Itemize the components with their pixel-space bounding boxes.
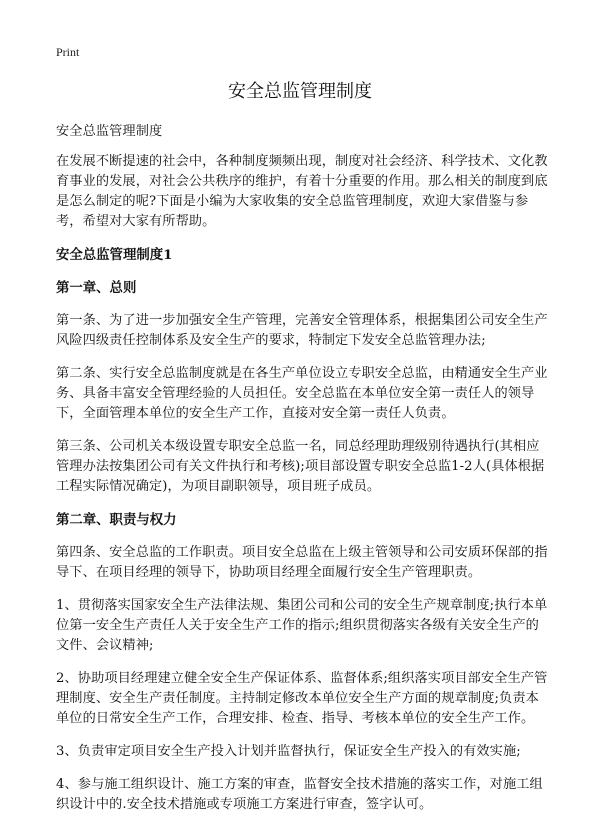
chapter-1-heading: 第一章、总则 — [56, 280, 137, 296]
article-2-paragraph: 第二条、实行安全总监制度就是在各生产单位设立专职安全总监，由精通安全生产业务、具备丰富安全管理经验的人员担任。安全总监在本单位安全第一责任人的领导下，全面管理本单位的安全生产工作，直接对安全第一责任人负责。 — [56, 366, 548, 421]
article-3-paragraph: 第三条、公司机关本级设置专职安全总监一名，同总经理助理级别待遇执行(其相应管理办法按集团公司有关文件执行和考核);项目部设置专职安全总监1-2人(具体根据工程实际情况确定)，为项目副职领导，项目班子成员。 — [56, 439, 545, 494]
document-body — [56, 122, 550, 828]
duty-1-paragraph: 1、贯彻落实国家安全生产法律法规、集团公司和公司的安全生产规章制度;执行本单位第一安全生产责任人关于安全生产工作的指示;组织贯彻落实各级有关安全生产的文件、会议精神; — [56, 598, 548, 653]
duty-2-paragraph: 2、协助项目经理建立健全安全生产保证体系、监督体系;组织落实项目部安全生产管理制度、安全生产责任制度。主持制定修改本单位安全生产方面的规章制度;负责本单位的日常安全生产工作，合理安排、检查、指导、考核本单位的安全生产工作。 — [56, 671, 548, 726]
section-heading: 安全总监管理制度1 — [56, 247, 173, 263]
chapter-2-heading: 第二章、职责与权力 — [56, 512, 177, 528]
duty-3-paragraph: 3、负责审定项目安全生产投入计划并监督执行，保证安全生产投入的有效实施; — [56, 744, 521, 759]
article-1-paragraph: 第一条、为了进一步加强安全生产管理，完善安全管理体系，根据集团公司安全生产风险四级责任控制体系及安全生产的要求，特制定下发安全总监管理办法; — [56, 313, 548, 348]
intro-paragraph: 在发展不断提速的社会中，各种制度频频出现，制度对社会经济、科学技术、文化教育事业的发展，对社会公共秩序的维护，有着十分重要的作用。那么相关的制度到底是怎么制定的呢?下面是小编为大家收集的安全总监管理制度，欢迎大家借鉴与参考，希望对大家有所帮助。 — [56, 154, 548, 229]
document-subtitle: 安全总监管理制度 — [56, 124, 163, 139]
page-title: 安全总监管理制度 — [228, 81, 372, 102]
article-4-paragraph: 第四条、安全总监的工作职责。项目安全总监在上级主管领导和公司安质环保部的指导下、在项目经理的领导下，协助项目经理全面履行安全生产管理职责。 — [56, 545, 548, 580]
print-link[interactable]: Print — [56, 45, 80, 59]
duty-4-paragraph: 4、参与施工组织设计、施工方案的审查，监督安全技术措施的落实工作，对施工组织设计中的.安全技术措施或专项施工方案进行审查，签字认可。 — [56, 777, 543, 812]
